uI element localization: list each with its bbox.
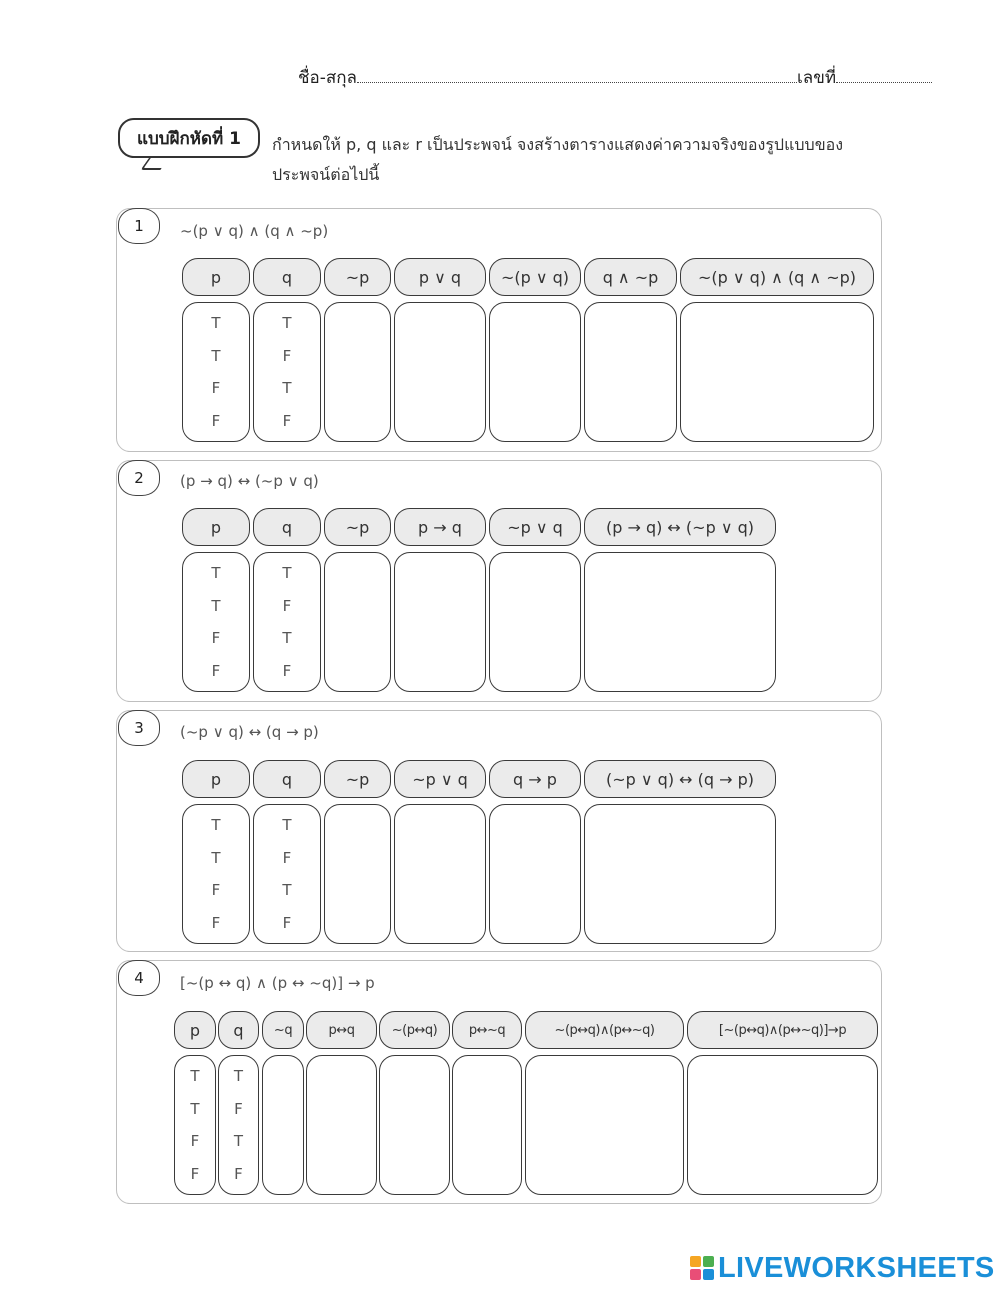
p4-p-row-2: T — [190, 1099, 200, 1118]
p1-header-result: ~(p ∨ q) ∧ (q ∧ ~p) — [680, 258, 874, 296]
p3-answer-not-p[interactable] — [324, 804, 391, 944]
p2-p-row-3: F — [211, 629, 221, 648]
p3-header-not-p: ~p — [324, 760, 391, 798]
logo-square-4 — [703, 1269, 714, 1280]
p1-answer-p-or-q[interactable] — [394, 302, 486, 442]
p1-p-row-4: F — [211, 411, 221, 430]
problem-4-number: 4 — [118, 960, 160, 996]
problem-2-number: 2 — [118, 460, 160, 496]
p3-answer-not-p-or-q[interactable] — [394, 804, 486, 944]
p4-header-result: [~(p↔q)∧(p↔~q)]→p — [687, 1011, 878, 1049]
p2-col-p — [182, 552, 250, 692]
p3-q-row-2: F — [282, 848, 292, 867]
p1-answer-q-and-not-p[interactable] — [584, 302, 677, 442]
p1-p-row-1: T — [211, 314, 221, 333]
p3-header-result: (~p ∨ q) ↔ (q → p) — [584, 760, 776, 798]
p2-header-p-implies-q: p → q — [394, 508, 486, 546]
p2-header-result: (p → q) ↔ (~p ∨ q) — [584, 508, 776, 546]
p4-header-not-q: ~q — [262, 1011, 304, 1049]
p2-header-not-p-or-q: ~p ∨ q — [489, 508, 581, 546]
problem-3-number: 3 — [118, 710, 160, 746]
p4-answer-not-q[interactable] — [262, 1055, 304, 1195]
p1-header-not-p: ~p — [324, 258, 391, 296]
p3-header-q: q — [253, 760, 321, 798]
number-label: เลขที่ — [796, 68, 837, 88]
p4-q-row-4: F — [234, 1164, 243, 1183]
p3-answer-result[interactable] — [584, 804, 776, 944]
p3-col-q — [253, 804, 321, 944]
name-blank[interactable] — [357, 68, 797, 83]
p1-col-p — [182, 302, 250, 442]
p1-answer-not-p-or-q[interactable] — [489, 302, 581, 442]
p1-q-row-2: F — [282, 346, 292, 365]
p2-q-row-4: F — [282, 661, 292, 680]
exercise-badge: แบบฝึกหัดที่ 1 — [118, 118, 260, 158]
p3-col-p — [182, 804, 250, 944]
p4-answer-not-p-iff-q[interactable] — [379, 1055, 450, 1195]
p3-q-row-3: T — [282, 881, 292, 900]
p4-q-row-3: T — [233, 1132, 244, 1151]
p3-q-row-1: T — [282, 816, 292, 835]
problem-4-expression: [~(p ↔ q) ∧ (p ↔ ~q)] → p — [180, 974, 375, 992]
liveworksheets-brand[interactable] — [690, 1250, 995, 1286]
p4-answer-p-iff-not-q[interactable] — [452, 1055, 522, 1195]
p1-q-row-1: T — [282, 314, 292, 333]
name-line — [298, 64, 932, 91]
liveworksheets-logo-icon — [690, 1256, 714, 1280]
p1-header-q: q — [253, 258, 321, 296]
name-label: ชื่อ-สกุล — [298, 68, 357, 88]
p1-header-p: p — [182, 258, 250, 296]
p1-q-row-3: T — [282, 379, 292, 398]
problem-1-number: 1 — [118, 208, 160, 244]
p4-header-p: p — [174, 1011, 216, 1049]
p4-p-row-3: F — [190, 1132, 200, 1151]
p2-q-row-2: F — [282, 596, 292, 615]
p4-header-p-iff-not-q: p↔~q — [452, 1011, 522, 1049]
p2-answer-not-p-or-q[interactable] — [489, 552, 581, 692]
p2-q-row-3: T — [282, 629, 292, 648]
p3-answer-q-implies-p[interactable] — [489, 804, 581, 944]
p4-answer-result[interactable] — [687, 1055, 878, 1195]
p4-q-row-2: F — [234, 1099, 243, 1118]
p3-p-row-2: T — [211, 848, 221, 867]
p2-p-row-4: F — [211, 661, 221, 680]
p2-q-row-1: T — [282, 564, 292, 583]
p3-header-not-p-or-q: ~p ∨ q — [394, 760, 486, 798]
p1-q-row-4: F — [282, 411, 292, 430]
p2-header-p: p — [182, 508, 250, 546]
p2-answer-p-implies-q[interactable] — [394, 552, 486, 692]
p2-p-row-2: T — [211, 596, 221, 615]
p2-answer-not-p[interactable] — [324, 552, 391, 692]
logo-square-3 — [690, 1269, 701, 1280]
logo-square-2 — [703, 1256, 714, 1267]
p1-p-row-2: T — [211, 346, 221, 365]
p1-p-row-3: F — [211, 379, 221, 398]
p4-col-p — [174, 1055, 216, 1195]
p1-col-q — [253, 302, 321, 442]
p4-header-conjunction: ~(p↔q)∧(p↔~q) — [525, 1011, 684, 1049]
p1-header-not-p-or-q: ~(p ∨ q) — [489, 258, 581, 296]
p4-p-row-4: F — [190, 1164, 200, 1183]
p3-header-q-implies-p: q → p — [489, 760, 581, 798]
p2-header-q: q — [253, 508, 321, 546]
brand-text: LIVEWORKSHEETS — [718, 1251, 995, 1284]
p1-answer-result[interactable] — [680, 302, 874, 442]
p3-q-row-4: F — [282, 913, 292, 932]
p3-p-row-3: F — [211, 881, 221, 900]
p2-answer-result[interactable] — [584, 552, 776, 692]
p4-col-q — [218, 1055, 259, 1195]
problem-2-expression: (p → q) ↔ (~p ∨ q) — [180, 472, 319, 490]
p4-p-row-1: T — [190, 1067, 200, 1086]
problem-3-expression: (~p ∨ q) ↔ (q → p) — [180, 723, 319, 741]
p4-header-p-iff-q: p↔q — [306, 1011, 377, 1049]
p1-header-p-or-q: p ∨ q — [394, 258, 486, 296]
p2-p-row-1: T — [211, 564, 221, 583]
p3-p-row-4: F — [211, 913, 221, 932]
p2-header-not-p: ~p — [324, 508, 391, 546]
p3-p-row-1: T — [211, 816, 221, 835]
logo-square-1 — [690, 1256, 701, 1267]
p4-header-q: q — [218, 1011, 259, 1049]
p2-col-q — [253, 552, 321, 692]
instruction-text: กำหนดให้ p, q และ r เป็นประพจน์ จงสร้างตารางแสดงค่าความจริงของรูปแบบของประพจน์ต่อไปนี้ — [272, 135, 844, 184]
number-blank[interactable] — [836, 68, 932, 83]
p3-header-p: p — [182, 760, 250, 798]
p1-header-q-and-not-p: q ∧ ~p — [584, 258, 677, 296]
problem-1-expression: ~(p ∨ q) ∧ (q ∧ ~p) — [180, 222, 329, 240]
p4-answer-conjunction[interactable] — [525, 1055, 684, 1195]
p4-q-row-1: T — [233, 1067, 244, 1086]
p1-answer-not-p[interactable] — [324, 302, 391, 442]
p4-answer-p-iff-q[interactable] — [306, 1055, 377, 1195]
p4-header-not-p-iff-q: ~(p↔q) — [379, 1011, 450, 1049]
